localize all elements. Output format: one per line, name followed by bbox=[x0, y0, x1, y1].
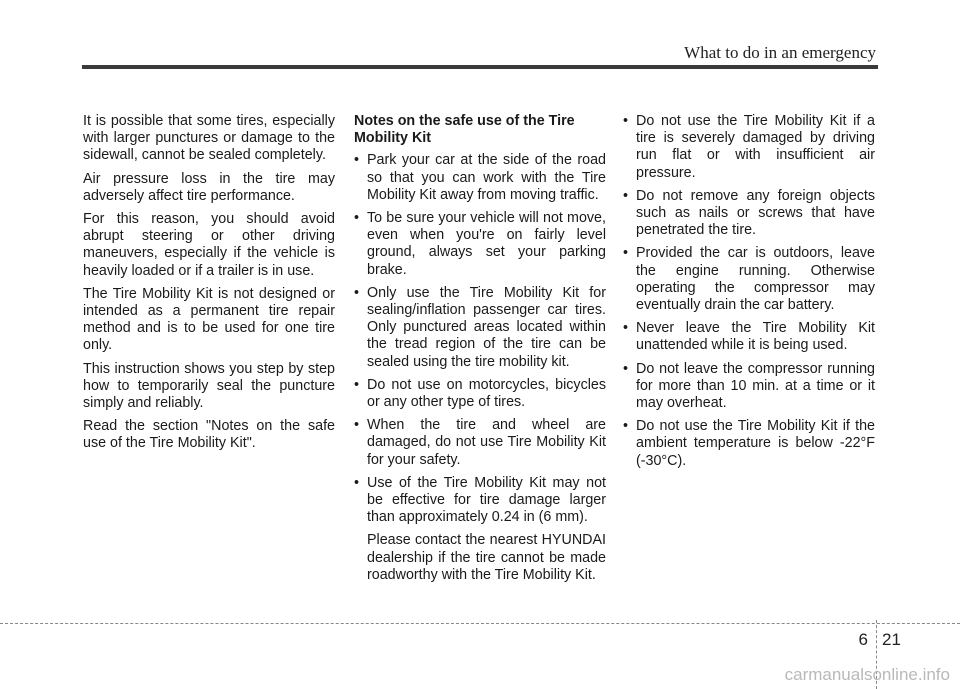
list-item-text: Only use the Tire Mobility Kit for sealing/inflation passenger car tires. Only punctured areas located within the tread region of the tire can be sealed using the tire mobility kit. bbox=[367, 284, 606, 370]
bullet-icon: • bbox=[354, 376, 360, 393]
list-item bbox=[623, 113, 875, 182]
list-item bbox=[354, 377, 606, 411]
bullet-icon: • bbox=[623, 320, 629, 337]
footer-dashed-rule bbox=[0, 623, 960, 624]
column-intro bbox=[83, 113, 335, 459]
list-item-text: Provided the car is outdoors, leave the engine running. Otherwise operating the compressor may eventually drain the car battery. bbox=[636, 245, 875, 314]
list-item-text: Do not use the Tire Mobility Kit if a tire is severely damaged by driving run flat or with insufficient air pressure. bbox=[636, 113, 875, 181]
list-item bbox=[354, 475, 606, 584]
list-item bbox=[354, 285, 606, 371]
list-item bbox=[623, 188, 875, 240]
list-item bbox=[354, 152, 606, 204]
header-rule bbox=[82, 65, 878, 69]
list-item bbox=[354, 417, 606, 469]
paragraph: For this reason, you should avoid abrupt steering or other driving maneuvers, especially if the vehicle is heavily loaded or if a trailer is in use. bbox=[83, 211, 335, 279]
bullet-list bbox=[623, 113, 875, 470]
list-item-text: Park your car at the side of the road so that you can work with the Tire Mobility Kit away from moving traffic. bbox=[367, 152, 606, 203]
bullet-list bbox=[354, 152, 606, 584]
list-item-text: Never leave the Tire Mobility Kit unattended while it is being used. bbox=[636, 320, 875, 354]
bullet-icon: • bbox=[623, 113, 629, 129]
list-item-text: To be sure your vehicle will not move, even when you're on fairly level ground, always set your parking brake. bbox=[367, 210, 606, 278]
list-item-text: When the tire and wheel are damaged, do not use Tire Mobility Kit for your safety. bbox=[367, 417, 606, 468]
section-heading: Notes on the safe use of the Tire Mobility Kit bbox=[354, 113, 575, 147]
bullet-icon: • bbox=[354, 417, 360, 434]
bullet-icon: • bbox=[354, 152, 360, 169]
paragraph: The Tire Mobility Kit is not designed or intended as a permanent tire repair method and is to be used for one tire only. bbox=[83, 285, 335, 354]
bullet-icon: • bbox=[354, 284, 360, 301]
bullet-icon: • bbox=[354, 210, 360, 227]
list-item-note: Please contact the nearest HYUNDAI dealership if the tire cannot be made roadworthy with the Tire Mobility Kit. bbox=[367, 532, 606, 583]
paragraph: Read the section "Notes on the safe use of the Tire Mobility Kit". bbox=[83, 418, 335, 452]
bullet-icon: • bbox=[354, 474, 360, 491]
column-safety-warnings bbox=[623, 113, 875, 476]
bullet-icon: • bbox=[623, 418, 629, 435]
page-number: 21 bbox=[882, 630, 901, 649]
watermark: carmanualsonline.info bbox=[784, 665, 950, 684]
list-item bbox=[623, 418, 875, 470]
paragraph: Air pressure loss in the tire may adversely affect tire performance. bbox=[83, 170, 335, 204]
list-item bbox=[623, 245, 875, 314]
column-safe-use-notes bbox=[354, 113, 606, 590]
list-item bbox=[623, 361, 875, 413]
paragraph: It is possible that some tires, especially with larger punctures or damage to the sidewall, cannot be sealed completely. bbox=[83, 113, 335, 164]
chapter-number: 6 bbox=[858, 630, 868, 649]
bullet-icon: • bbox=[623, 187, 629, 204]
list-item bbox=[623, 320, 875, 354]
list-item-text: Use of the Tire Mobility Kit may not be effective for tire damage larger than approximately 0.24 in (6 mm). bbox=[367, 474, 606, 526]
bullet-icon: • bbox=[623, 245, 629, 262]
paragraph: This instruction shows you step by step how to temporarily seal the puncture simply and reliably. bbox=[83, 360, 335, 412]
list-item-text: Do not remove any foreign objects such as nails or screws that have penetrated the tire. bbox=[636, 187, 875, 239]
header-title: What to do in an emergency bbox=[684, 43, 876, 62]
list-item bbox=[354, 210, 606, 279]
list-item-text: Do not leave the compressor running for more than 10 min. at a time or it may overheat. bbox=[636, 360, 875, 412]
list-item-text: Do not use on motorcycles, bicycles or any other type of tires. bbox=[367, 376, 606, 411]
list-item-text: Do not use the Tire Mobility Kit if the ambient temperature is below -22°F (-30°C). bbox=[636, 418, 875, 469]
bullet-icon: • bbox=[623, 360, 629, 377]
